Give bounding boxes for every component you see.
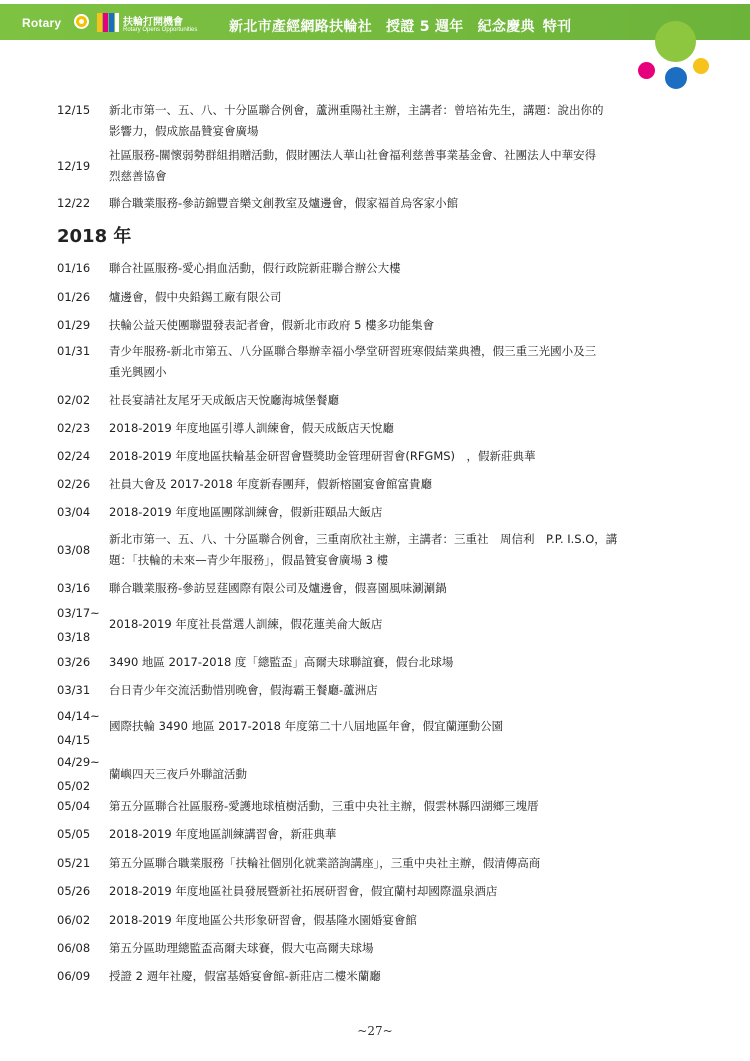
event-date: 12/15 [57, 103, 91, 117]
yellow-circle-decoration [693, 58, 709, 74]
event-description: 授證 2 週年社慶，假富基婚宴會館-新莊店二樓米蘭廳 [109, 969, 381, 983]
event-description: 社長宴請社友尾牙天成飯店天悅廳海城堡餐廳 [109, 393, 339, 407]
event-date: 12/19 [57, 159, 91, 173]
title-anniversary: 授證 5 週年 [386, 19, 464, 35]
event-description: 2018-2019 年度地區公共形象研習會，假基隆水園婚宴會館 [109, 913, 417, 927]
event-description [109, 100, 699, 142]
rotary-label: Rotary [22, 16, 62, 30]
event-date: 01/16 [57, 261, 91, 275]
event-date: 03/31 [57, 683, 91, 697]
event-date: 01/31 [57, 344, 91, 358]
event-description: 第五分區聯合職業服務「扶輪社個別化就業諮詢講座」，三重中央社主辦，假清傳高商 [109, 856, 541, 870]
pink-circle-decoration [638, 62, 655, 79]
event-description: 3490 地區 2017-2018 度「總監盃」高爾夫球聯誼賽，假台北球場 [109, 655, 454, 669]
event-description: 聯合社區服務-愛心捐血活動，假行政院新莊聯合辦公大樓 [109, 261, 401, 275]
event-date: 05/21 [57, 856, 91, 870]
event-date: 12/22 [57, 196, 91, 210]
event-description [109, 193, 699, 214]
event-line: 新北市第一、五、八、十分區聯合例會，蘆洲重陽社主辦，主講者：曾培祐先生，講題：說出你的 [109, 103, 604, 117]
logo-subtext: Rotary Opens Opportunities [123, 27, 198, 33]
event-date-end: 03/18 [57, 630, 91, 644]
event-line: 重光興國小 [109, 365, 167, 379]
rotary-opens-opportunities-logo-icon [97, 13, 119, 32]
event-description: 2018-2019 年度地區訓練講習會，新莊典華 [109, 827, 337, 841]
event-description: 台日青少年交流活動惜別晚會，假海霸王餐廳-蘆洲店 [109, 683, 378, 697]
event-date: 03/16 [57, 581, 91, 595]
event-date: 05/26 [57, 884, 91, 898]
event-description: 2018-2019 年度地區團隊訓練會，假新莊頤品大飯店 [109, 505, 383, 519]
event-date: 06/02 [57, 913, 91, 927]
event-line: 影響力，假成旅晶贊宴會廣場 [109, 124, 259, 138]
event-line: 青少年服務-新北市第五、八分區聯合舉辦幸福小學堂研習班寒假結業典禮，假三重三光國小及三 [109, 344, 597, 358]
event-date: 04/29~ [57, 755, 100, 769]
event-description: 第五分區聯合社區服務-愛護地球植樹活動，三重中央社主辦，假雲林縣四湖鄉三塊厝 [109, 799, 539, 813]
title-special-issue: 特刊 [542, 19, 572, 35]
event-description: 第五分區助理總監盃高爾夫球賽，假大屯高爾夫球場 [109, 941, 374, 955]
year-heading: 2018 年 [57, 226, 132, 247]
event-date: 05/05 [57, 827, 91, 841]
event-line: 聯合職業服務-參訪錦豐音樂文創教室及爐邊會，假家福首烏客家小館 [109, 196, 459, 210]
event-date: 03/04 [57, 505, 91, 519]
title-celebration: 紀念慶典 [477, 19, 535, 35]
event-date: 03/17~ [57, 606, 100, 620]
event-date: 02/02 [57, 393, 91, 407]
event-description: 2018-2019 年度地區扶輪基金研習會暨獎助金管理研習會(RFGMS) ，假新莊典華 [109, 449, 536, 463]
event-description: 蘭嶼四天三夜戶外聯誼活動 [109, 767, 247, 781]
event-date: 05/04 [57, 799, 91, 813]
logo-text: 扶輪打開機會 [123, 17, 183, 28]
event-description: 2018-2019 年度社長當選人訓練，假花蓮美侖大飯店 [109, 617, 383, 631]
event-date-end: 04/15 [57, 733, 91, 747]
page-title [229, 16, 571, 36]
event-description: 扶輪公益天使團聯盟發表記者會，假新北市政府 5 樓多功能集會 [109, 318, 435, 332]
event-date: 06/08 [57, 941, 91, 955]
event-date: 01/26 [57, 290, 91, 304]
event-description: 社員大會及 2017-2018 年度新春團拜，假新榕園宴會館富貴廳 [109, 477, 432, 491]
event-description [109, 529, 699, 571]
event-date: 02/23 [57, 421, 91, 435]
event-description [109, 341, 699, 383]
event-line: 社區服務-關懷弱勢群組捐贈活動，假財團法人華山社會福利慈善事業基金會、社團法人中華安得 [109, 148, 597, 162]
event-description: 爐邊會，假中央鉛錫工廠有限公司 [109, 290, 282, 304]
header-band [0, 4, 750, 40]
page-number: ~27~ [357, 1024, 393, 1038]
event-date: 06/09 [57, 969, 91, 983]
event-date: 03/08 [57, 543, 91, 557]
event-line: 新北市第一、五、八、十分區聯合例會，三重南欣社主辦，主講者：三重社 周信利 P.P. I.S.O，講 [109, 532, 618, 546]
event-line: 烈慈善協會 [109, 169, 167, 183]
event-description [109, 145, 699, 187]
event-description: 國際扶輪 3490 地區 2017-2018 年度第二十八屆地區年會，假宜蘭運動公園 [109, 719, 504, 733]
event-date: 01/29 [57, 318, 91, 332]
green-circle-decoration [655, 21, 696, 62]
event-date: 04/14~ [57, 709, 100, 723]
event-description: 2018-2019 年度地區社員發展暨新社拓展研習會，假宜蘭村却國際溫泉酒店 [109, 884, 498, 898]
title-club: 新北市產經網路扶輪社 [229, 19, 372, 35]
event-line: 題：「扶輪的未來—青少年服務」，假晶贊宴會廣場 3 樓 [109, 553, 389, 567]
event-date-end: 05/02 [57, 779, 91, 793]
event-date: 03/26 [57, 655, 91, 669]
blue-circle-decoration [665, 67, 687, 89]
event-date: 02/24 [57, 449, 91, 463]
event-description: 2018-2019 年度地區引導人訓練會，假天成飯店天悅廳 [109, 421, 394, 435]
rotary-wheel-icon [74, 14, 89, 29]
event-date: 02/26 [57, 477, 91, 491]
event-description: 聯合職業服務-參訪昱莛國際有限公司及爐邊會，假喜園風味涮涮鍋 [109, 581, 447, 595]
